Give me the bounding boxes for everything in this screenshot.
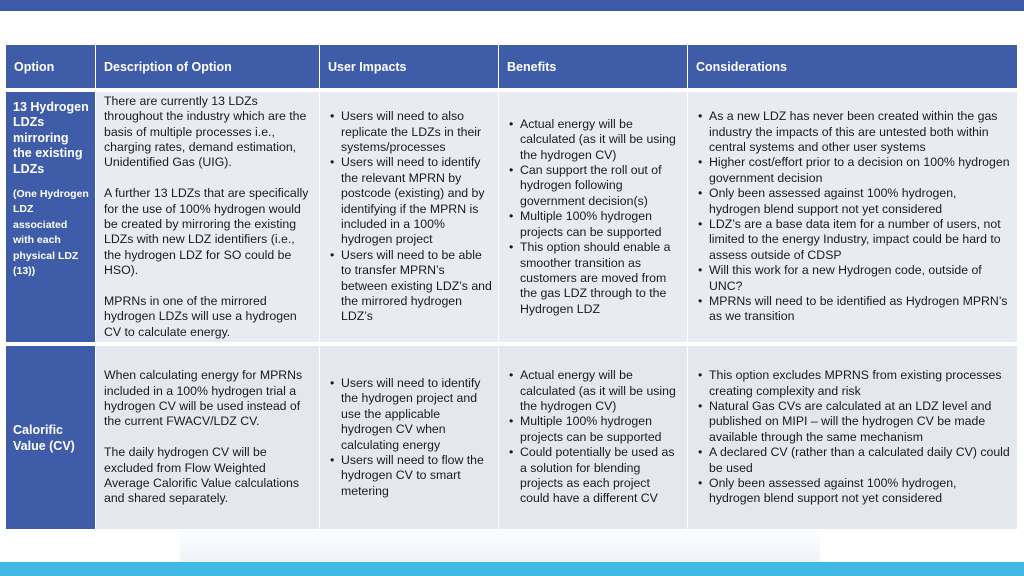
row2-consideration-item: • A declared CV (rather than a calculated daily CV) could be used	[696, 445, 1011, 476]
row2-user-impact-item: • Users will need to identify the hydrogen project and use the applicable hydrogen CV when calculating energy	[328, 376, 492, 453]
row2-description-para: The daily hydrogen CV will be excluded from Flow Weighted Average Calorific Value calculations and shared separately.	[104, 445, 300, 506]
row1-benefit-item: • Actual energy will be calculated (as it will be using the hydrogen CV)	[507, 117, 681, 163]
row1-consideration-item: • MPRNs will need to be identified as Hydrogen MPRN’s as we transition	[696, 294, 1011, 325]
header-considerations: Considerations	[688, 45, 1018, 92]
row2-benefit-item: • Actual energy will be calculated (as it will be using the hydrogen CV)	[507, 368, 681, 414]
header-option: Option	[6, 45, 96, 92]
row1-user-impact-item: • Users will need to identify the relevant MPRN by postcode (existing) and by identifying if the MPRN is included in a 100% hydrogen project	[328, 155, 492, 247]
row1-considerations	[688, 92, 1018, 346]
row1-option-note: (One Hydrogen LDZ associated with each physical LDZ (13))	[13, 188, 89, 278]
row2-description-para: When calculating energy for MPRNs included in a 100% hydrogen trial a hydrogen CV will be used instead of the current FWACV/LDZ CV.	[104, 368, 303, 429]
row1-description	[96, 92, 320, 346]
row2-option-cell	[6, 346, 96, 530]
row1-consideration-item: • Only been assessed against 100% hydrogen, hydrogen blend support not yet considered	[696, 186, 1011, 217]
row2-benefit-item: • Could potentially be used as a solution for blending projects as each project could have a different CV	[507, 445, 681, 507]
row1-consideration-item: • Higher cost/effort prior to a decision on 100% hydrogen government decision	[696, 155, 1011, 186]
row2-option-name: Calorific Value (CV)	[13, 423, 75, 453]
row2-benefit-item: • Multiple 100% hydrogen projects can be supported	[507, 414, 681, 445]
row1-consideration-item: • As a new LDZ has never been created within the gas industry the impacts of this are untested both within central systems and other user systems	[696, 109, 1011, 155]
row1-option-cell	[6, 92, 96, 346]
row2-user-impact-item: • Users will need to flow the hydrogen CV to smart metering	[328, 453, 492, 499]
header-benefits: Benefits	[499, 45, 688, 92]
row2-user-impacts	[320, 346, 499, 530]
row1-benefit-item: • Can support the roll out of hydrogen following government decision(s)	[507, 163, 681, 209]
row1-user-impact-item: • Users will need to also replicate the LDZs in their systems/processes	[328, 109, 492, 155]
row1-user-impacts	[320, 92, 499, 346]
bottom-fade-decoration	[180, 522, 820, 562]
row1-consideration-item: • LDZ’s are a base data item for a number of users, not limited to the energy Industry, impact could be hard to assess outside of CDSP	[696, 217, 1011, 263]
row1-benefit-item: • Multiple 100% hydrogen projects can be supported	[507, 209, 681, 240]
row2-description	[96, 346, 320, 530]
row2-considerations	[688, 346, 1018, 530]
row1-benefits	[499, 92, 688, 346]
header-user-impacts: User Impacts	[320, 45, 499, 92]
row1-description-para: MPRNs in one of the mirrored hydrogen LDZs will use a hydrogen CV to calculate energy.	[104, 294, 297, 339]
bottom-accent-bar	[0, 562, 1024, 576]
options-table	[6, 45, 1018, 530]
row2-benefits	[499, 346, 688, 530]
row1-description-para: There are currently 13 LDZs throughout the industry which are the basis of multiple processes i.e., charging rates, demand estimation, Unidentified Gas (UIG).	[104, 93, 307, 170]
row1-user-impact-item: • Users will need to be able to transfer MPRN’s between existing LDZ’s and the mirrored hydrogen LDZ’s	[328, 248, 492, 325]
top-accent-bar	[0, 0, 1024, 11]
row2-consideration-item: • Only been assessed against 100% hydrogen, hydrogen blend support not yet considered	[696, 476, 1011, 507]
row2-consideration-item: • This option excludes MPRNS from existing processes creating complexity and risk	[696, 368, 1011, 399]
row1-description-para: A further 13 LDZs that are specifically for the use of 100% hydrogen would be created by mirroring the existing LDZs with new LDZ identifiers (i.e., the hydrogen LDZ for SO could be HSO).	[104, 186, 309, 278]
row1-option-name: 13 Hydrogen LDZs mirroring the existing LDZs	[13, 100, 89, 176]
row1-consideration-item: • Will this work for a new Hydrogen code, outside of UNC?	[696, 263, 1011, 294]
header-description: Description of Option	[96, 45, 320, 92]
row2-consideration-item: • Natural Gas CVs are calculated at an LDZ level and published on MIPI – will the hydrogen CV be made available through the same mechanism	[696, 399, 1011, 445]
row1-benefit-item: • This option should enable a smoother transition as customers are moved from the gas LDZ through to the Hydrogen LDZ	[507, 240, 681, 317]
